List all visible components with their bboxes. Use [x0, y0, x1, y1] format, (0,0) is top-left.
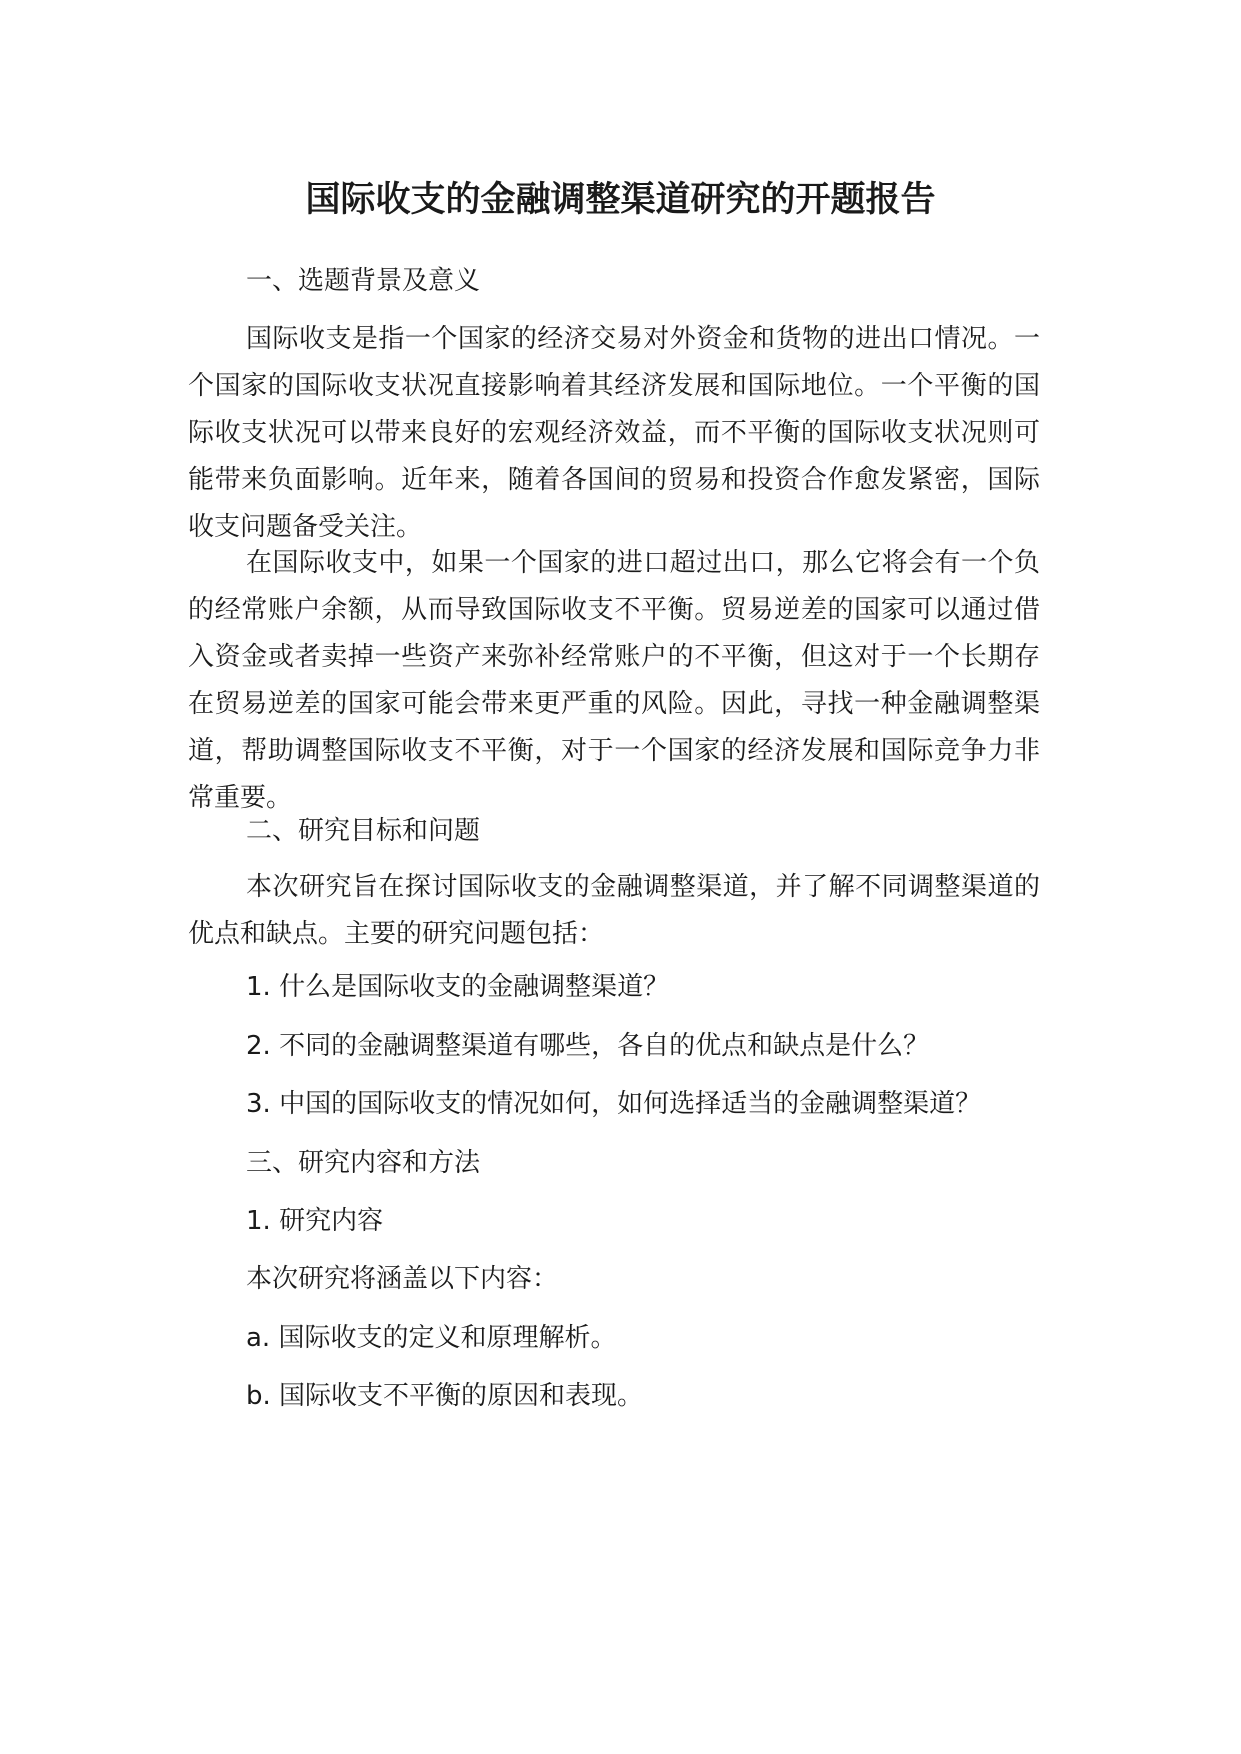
content-intro: 本次研究将涵盖以下内容：: [246, 1264, 559, 1294]
research-question-1: 1. 什么是国际收支的金融调整渠道？: [246, 972, 670, 1002]
subheading-research-content: 1. 研究内容: [246, 1206, 384, 1236]
section-heading-objectives: 二、研究目标和问题: [246, 816, 481, 846]
paragraph-background-2: 在国际收支中，如果一个国家的进口超过出口，那么它将会有一个负的经常账户余额，从而导致国际收支不平衡。贸易逆差的国家可以通过借入资金或者卖掉一些资产来弥补经常账户的不平衡，但这对于一个长期存在贸易逆差的国家可能会带来更严重的风险。因此，寻找一种金融调整渠道，帮助调整国际收支不平衡，对于一个国家的经济发展和国际竞争力非常重要。: [188, 548, 1040, 813]
paragraph-objectives: 本次研究旨在探讨国际收支的金融调整渠道，并了解不同调整渠道的优点和缺点。主要的研究问题包括：: [188, 872, 1040, 949]
document-title: 国际收支的金融调整渠道研究的开题报告: [305, 180, 936, 220]
research-question-3: 3. 中国的国际收支的情况如何，如何选择适当的金融调整渠道？: [246, 1089, 982, 1119]
section-heading-background: 一、选题背景及意义: [246, 266, 481, 296]
content-item-a: a. 国际收支的定义和原理解析。: [246, 1323, 617, 1353]
content-item-b: b. 国际收支不平衡的原因和表现。: [246, 1381, 644, 1411]
section-heading-content-methods: 三、研究内容和方法: [246, 1148, 481, 1178]
paragraph-background-1: 国际收支是指一个国家的经济交易对外资金和货物的进出口情况。一个国家的国际收支状况直接影响着其经济发展和国际地位。一个平衡的国际收支状况可以带来良好的宏观经济效益，而不平衡的国际收支状况则可能带来负面影响。近年来，随着各国间的贸易和投资合作愈发紧密，国际收支问题备受关注。: [188, 324, 1040, 542]
research-question-2: 2. 不同的金融调整渠道有哪些，各自的优点和缺点是什么？: [246, 1031, 930, 1061]
